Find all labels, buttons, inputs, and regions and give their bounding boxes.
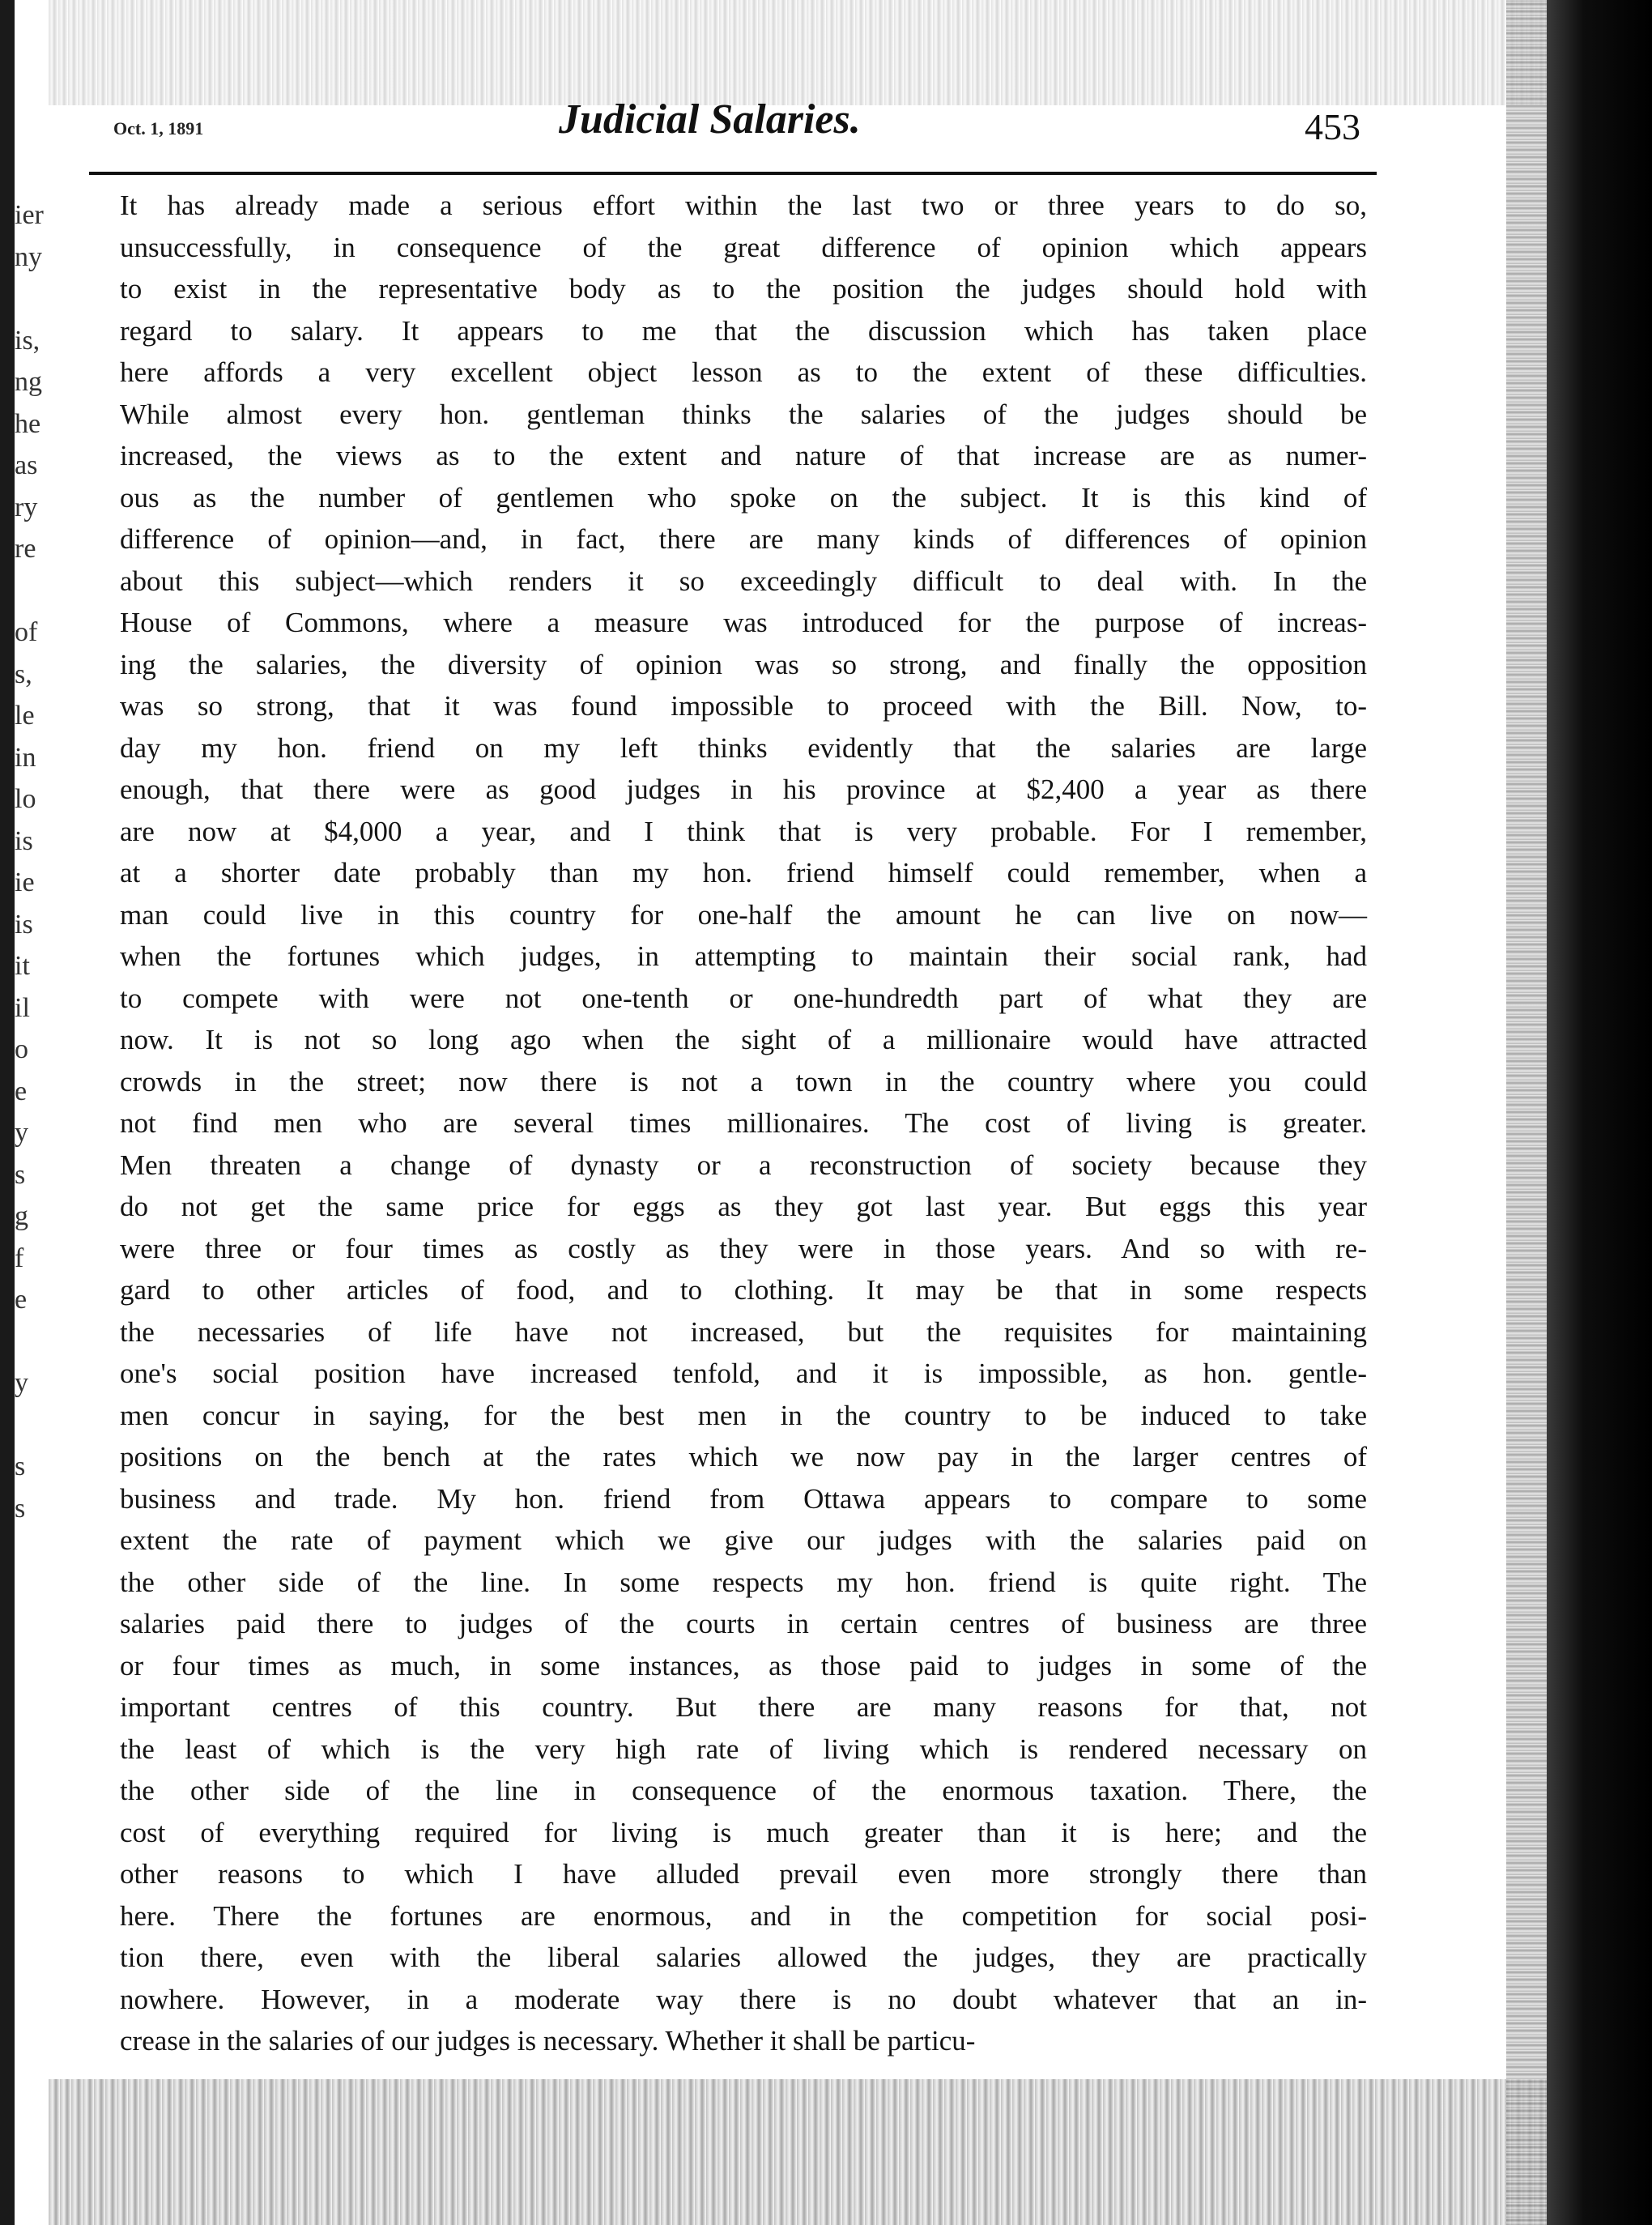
text-line: are now at $4,000 a year, and I think that is very probable. For I remember,	[120, 815, 1367, 847]
text-line: While almost every hon. gentleman thinks the salaries of the judges should be	[120, 398, 1367, 430]
text-line: the least of which is the very high rate of living which is rendered necessary on	[120, 1733, 1367, 1765]
text-line: one's social position have increased tenfold, and it is impossible, as hon. gentle-	[120, 1358, 1367, 1389]
text-line: crease in the salaries of our judges is necessary. Whether it shall be particu-	[120, 2025, 976, 2057]
text-line: the other side of the line. In some respects my hon. friend is quite right. The	[120, 1566, 1367, 1598]
text-line: crowds in the street; now there is not a town in the country where you could	[120, 1065, 1367, 1098]
text-line: business and trade. My hon. friend from Ottawa appears to compare to some	[120, 1482, 1367, 1515]
margin-fragment: o	[15, 1034, 28, 1064]
margin-fragment: il	[15, 992, 30, 1023]
text-line: now. It is not so long ago when the sight of a millionaire would have attracted	[120, 1024, 1367, 1055]
margin-fragment	[15, 278, 63, 320]
adjacent-page-fragments	[15, 194, 63, 1571]
text-line: It has already made a serious effort within the last two or three years to do so,	[120, 190, 1367, 221]
margin-fragment: e	[15, 1285, 28, 1315]
margin-fragment: le	[15, 701, 35, 731]
text-line: extent the rate of payment which we give our judges with the salaries paid on	[120, 1524, 1367, 1556]
header-rule	[89, 172, 1377, 175]
margin-fragment: is,	[15, 325, 40, 356]
margin-fragment: he	[15, 408, 41, 439]
margin-fragment: it	[15, 951, 30, 981]
text-line: to compete with were not one-tenth or one-hundredth part of what they are	[120, 982, 1367, 1014]
text-line: other reasons to which I have alluded prevail even more strongly there than	[120, 1858, 1367, 1890]
text-line: nowhere. However, in a moderate way there is no doubt whatever that an in-	[120, 1983, 1367, 2015]
scan-noise-bottom	[49, 2079, 1555, 2225]
text-line: tion there, even with the liberal salaries allowed the judges, they are practically	[120, 1942, 1367, 1973]
margin-fragment: s	[15, 1451, 26, 1481]
scan-noise-top	[49, 0, 1555, 105]
running-title: Judicial Salaries.	[559, 96, 861, 143]
margin-fragment	[15, 1404, 63, 1447]
book-spine	[1547, 0, 1652, 2225]
margin-fragment: s,	[15, 659, 32, 689]
text-line: when the fortunes which judges, in attempting to maintain their social rank, had	[120, 940, 1367, 972]
margin-fragment: y	[15, 1368, 28, 1398]
text-line: regard to salary. It appears to me that the discussion which has taken place	[120, 314, 1367, 347]
margin-fragment: re	[15, 534, 36, 564]
text-line: or four times as much, in some instances, as those paid to judges in some of the	[120, 1649, 1367, 1682]
text-line: here. There the fortunes are enormous, and in the competition for social posi-	[120, 1899, 1367, 1932]
margin-fragment	[15, 570, 63, 612]
margin-fragment: as	[15, 450, 38, 480]
text-line: here affords a very excellent object lesson as to the extent of these difficulties.	[120, 356, 1367, 388]
text-line: important centres of this country. But there are many reasons for that, not	[120, 1691, 1367, 1723]
text-line: was so strong, that it was found impossible to proceed with the Bill. Now, to-	[120, 690, 1367, 722]
text-line: do not get the same price for eggs as they got last year. But eggs this year	[120, 1191, 1367, 1222]
margin-fragment: is	[15, 909, 33, 940]
text-line: ous as the number of gentlemen who spoke on the subject. It is this kind of	[120, 481, 1367, 514]
margin-fragment: ny	[15, 241, 42, 272]
body-text	[120, 185, 1367, 2062]
margin-fragment: ry	[15, 492, 38, 522]
text-line: unsuccessfully, in consequence of the great difference of opinion which appears	[120, 231, 1367, 263]
margin-fragment: s	[15, 1159, 26, 1190]
margin-fragment: f	[15, 1243, 24, 1273]
text-line: men concur in saying, for the best men in the country to be induced to take	[120, 1399, 1367, 1431]
text-line: cost of everything required for living is much greater than it is here; and the	[120, 1816, 1367, 1848]
text-line: man could live in this country for one-half the amount he can live on now—	[120, 898, 1367, 931]
margin-fragment: is	[15, 825, 33, 856]
text-line: ing the salaries, the diversity of opinion was so strong, and finally the opposition	[120, 648, 1367, 680]
margin-fragment	[15, 1321, 63, 1363]
text-line: day my hon. friend on my left thinks evidently that the salaries are large	[120, 731, 1367, 764]
margin-fragment: g	[15, 1201, 28, 1231]
text-line: the necessaries of life have not increased, but the requisites for maintaining	[120, 1315, 1367, 1348]
text-line: to exist in the representative body as to the position the judges should hold with	[120, 273, 1367, 305]
text-line: at a shorter date probably than my hon. friend himself could remember, when a	[120, 857, 1367, 889]
text-line: the other side of the line in consequence of the enormous taxation. There, the	[120, 1775, 1367, 1806]
margin-fragment: in	[15, 742, 36, 773]
text-line: positions on the bench at the rates which we now pay in the larger centres of	[120, 1441, 1367, 1473]
text-line: gard to other articles of food, and to clothing. It may be that in some respects	[120, 1274, 1367, 1306]
page-header	[113, 96, 1360, 168]
margin-fragment: ng	[15, 367, 42, 397]
margin-fragment: lo	[15, 784, 36, 814]
page-number: 453	[1305, 106, 1360, 147]
text-line: Men threaten a change of dynasty or a reconstruction of society because they	[120, 1149, 1367, 1181]
margin-fragment: ie	[15, 867, 35, 897]
header-date: Oct. 1, 1891	[113, 118, 204, 139]
text-line: were three or four times as costly as they were in those years. And so with re-	[120, 1232, 1367, 1264]
text-line: about this subject—which renders it so exceedingly difficult to deal with. In the	[120, 565, 1367, 597]
text-line: enough, that there were as good judges in his province at $2,400 a year as there	[120, 774, 1367, 805]
text-line: increased, the views as to the extent and nature of that increase are as numer-	[120, 440, 1367, 471]
margin-fragment: s	[15, 1493, 26, 1524]
text-line: salaries paid there to judges of the courts in certain centres of business are three	[120, 1608, 1367, 1639]
margin-fragment: ier	[15, 200, 44, 230]
text-line: difference of opinion—and, in fact, there are many kinds of differences of opinion	[120, 523, 1367, 555]
text-line: not find men who are several times millionaires. The cost of living is greater.	[120, 1107, 1367, 1139]
margin-fragment: e	[15, 1076, 28, 1106]
left-page-edge	[0, 0, 15, 2225]
margin-fragment: of	[15, 617, 38, 647]
text-line: House of Commons, where a measure was introduced for the purpose of increas-	[120, 607, 1367, 638]
margin-fragment: y	[15, 1118, 28, 1148]
